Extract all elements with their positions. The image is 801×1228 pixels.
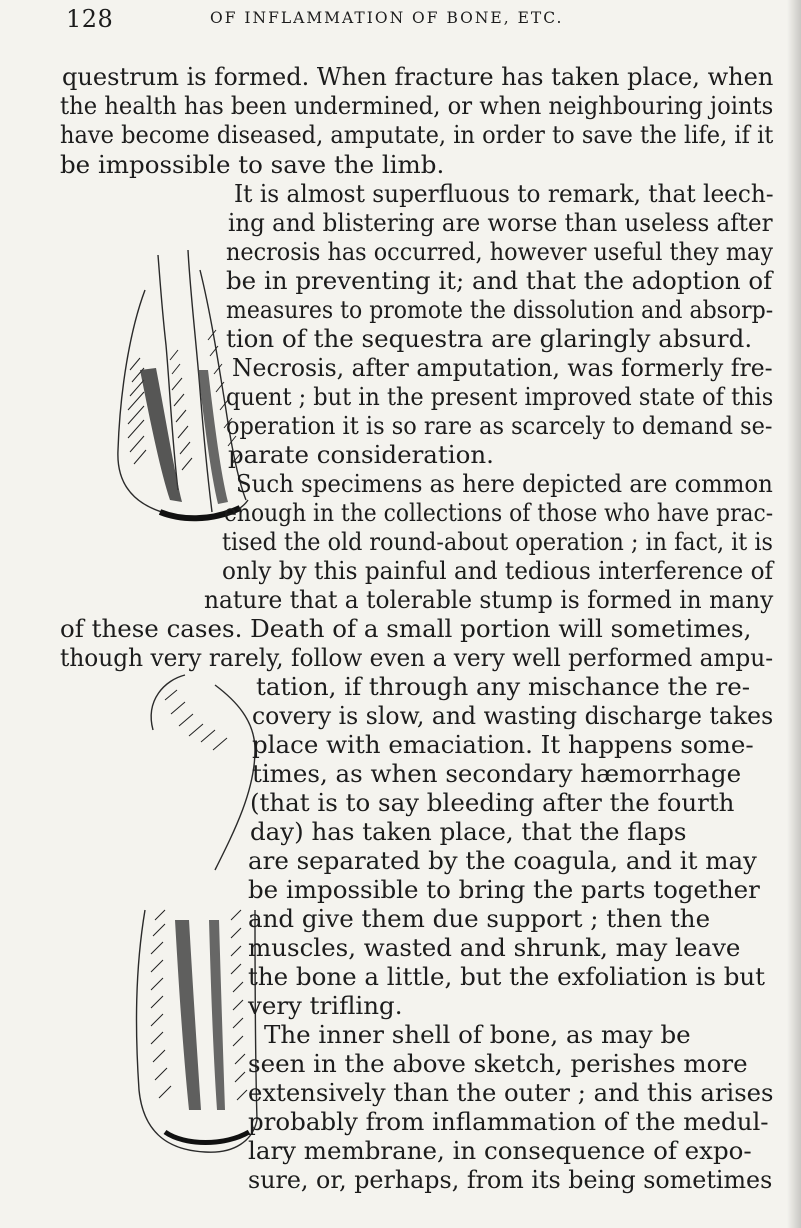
text-line: are separated by the coagula, and it may — [248, 846, 757, 875]
page-number: 128 — [66, 5, 114, 33]
text-line: parate consideration. — [228, 440, 494, 469]
text-line: place with emaciation. It happens some- — [252, 730, 754, 759]
text-line: though very rarely, follow even a very well performed ampu- — [60, 643, 774, 672]
text-line: Necrosis, after amputation, was formerly fre- — [232, 353, 773, 382]
page-edge-shadow — [787, 0, 801, 1228]
text-line: the bone a little, but the exfoliation is but — [248, 962, 766, 991]
text-line: only by this painful and tedious interference of — [222, 556, 774, 585]
text-line: Such specimens as here depicted are common — [236, 469, 773, 498]
text-line: necrosis has occurred, however useful they may — [226, 237, 773, 266]
text-line: be impossible to bring the parts together — [248, 875, 760, 904]
text-line: sure, or, perhaps, from its being sometimes — [248, 1165, 773, 1194]
stump-illustration-lower — [105, 670, 265, 1160]
text-line: times, as when secondary hæmorrhage — [252, 759, 742, 788]
text-line: muscles, wasted and shrunk, may leave — [248, 933, 741, 962]
text-line: The inner shell of bone, as may be — [264, 1020, 691, 1049]
text-line: have become diseased, amputate, in order to save the life, if it — [60, 120, 774, 149]
text-line: extensively than the outer ; and this arises — [248, 1078, 774, 1107]
page-header — [0, 5, 801, 45]
text-line: covery is slow, and wasting discharge takes — [252, 701, 774, 730]
text-line: tion of the sequestra are glaringly absurd. — [226, 324, 753, 353]
text-line: tation, if through any mischance the re- — [256, 672, 750, 701]
text-line: and give them due support ; then the — [248, 904, 711, 933]
text-line: day) has taken place, that the flaps — [250, 817, 687, 846]
text-line: nature that a tolerable stump is formed in many — [204, 585, 774, 614]
text-line: of these cases. Death of a small portion will sometimes, — [60, 614, 752, 643]
text-line: the health has been undermined, or when neighbouring joints — [60, 91, 774, 120]
text-line: be in preventing it; and that the adoption of — [226, 266, 773, 295]
text-line: probably from inflammation of the medul- — [248, 1107, 769, 1136]
text-line: seen in the above sketch, perishes more — [248, 1049, 748, 1078]
text-line: (that is to say bleeding after the fourth — [250, 788, 735, 817]
text-line: operation it is so rare as scarcely to demand se- — [226, 411, 773, 440]
text-line: very trifling. — [248, 991, 403, 1020]
text-line: be impossible to save the limb. — [60, 150, 445, 179]
text-line: ing and blistering are worse than useless after — [228, 208, 773, 237]
running-title: OF INFLAMMATION OF BONE, ETC. — [210, 9, 564, 27]
text-line: quent ; but in the present improved state of this — [226, 382, 774, 411]
text-line: questrum is formed. When fracture has taken place, when — [62, 62, 774, 91]
text-line: enough in the collections of those who have prac- — [224, 498, 774, 527]
text-line: measures to promote the dissolution and absorp- — [226, 295, 774, 324]
text-line: It is almost superfluous to remark, that leech- — [234, 179, 774, 208]
text-line: lary membrane, in consequence of expo- — [248, 1136, 752, 1165]
text-line: tised the old round-about operation ; in fact, it is — [222, 527, 773, 556]
